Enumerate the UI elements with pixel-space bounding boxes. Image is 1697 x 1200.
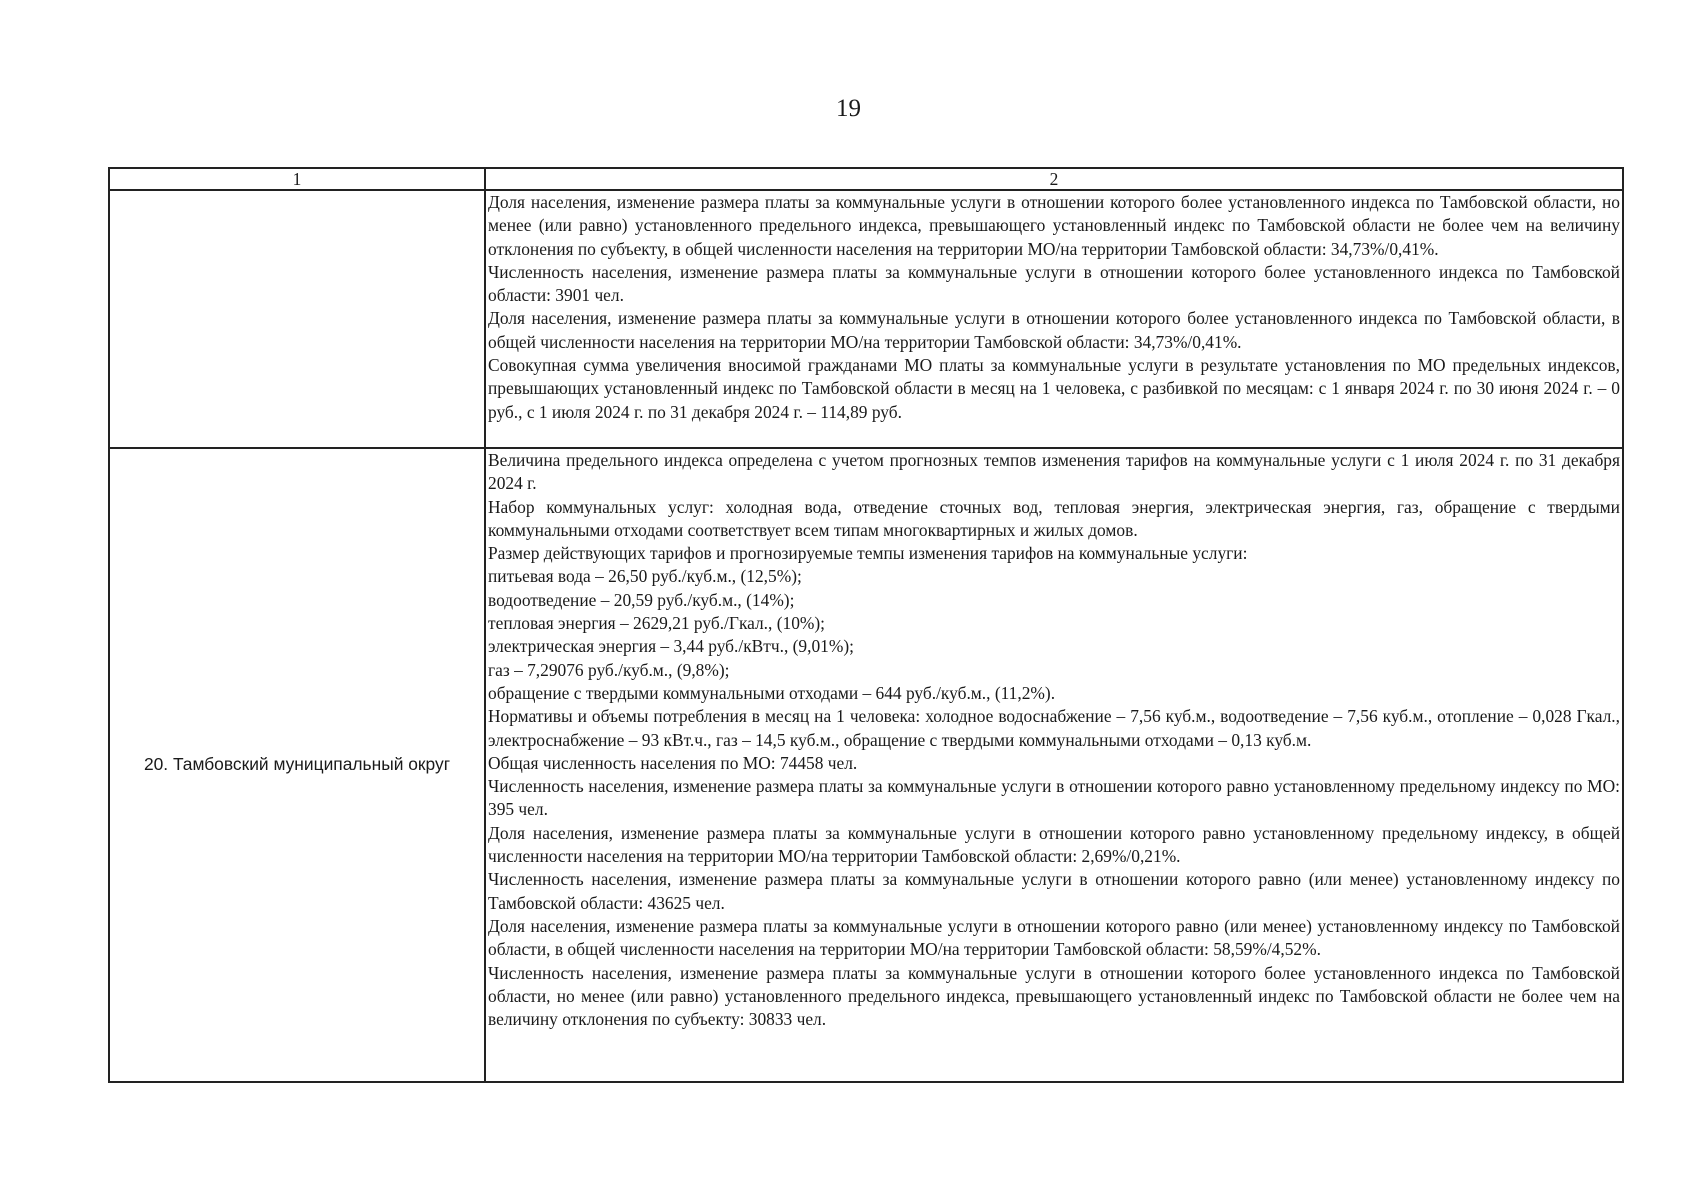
data-table	[108, 167, 1624, 1083]
column-header-1: 1	[109, 168, 485, 190]
column-header-2: 2	[485, 168, 1623, 190]
paragraph: Численность населения, изменение размера платы за коммунальные услуги в отношении которого равно (или менее) установленному индексу по Тамбовской области: 43625 чел.	[488, 869, 1620, 913]
tariff-item: газ – 7,29076 руб./куб.м., (9,8%);	[488, 659, 730, 680]
table-row	[109, 190, 1623, 448]
tariff-item: обращение с твердыми коммунальными отходами – 644 руб./куб.м., (11,2%).	[488, 682, 1056, 703]
paragraph: Совокупная сумма увеличения вносимой гражданами МО платы за коммунальные услуги в результате установления по МО предельных индексов, превышающих установленный индекс по Тамбовской области в месяц на 1 человека, с разбивкой по месяцам: с 1 января 2024 г. по 30 июня 2024 г. – 0 руб., с 1 июля 2024 г. по 31 декабря 2024 г. – 114,89 руб.	[488, 355, 1620, 422]
municipality-name	[109, 190, 485, 448]
table-row	[109, 448, 1623, 1082]
paragraph: Численность населения, изменение размера платы за коммунальные услуги в отношении которого более установленного индекса по Тамбовской области, но менее (или равно) установленного предельного индекса, превышающего установленный индекс по Тамбовской области не более чем на величину отклонения по субъекту: 30833 чел.	[488, 962, 1620, 1030]
page-number: 19	[836, 95, 861, 122]
paragraph: Доля населения, изменение размера платы за коммунальные услуги в отношении которого более установленного индекса по Тамбовской области, но менее (или равно) установленного предельного индекса, превышающего установленный индекс по Тамбовской области не более чем на величину отклонения по субъекту, в общей численности населения на территории МО/на территории Тамбовской области: 34,73%/0,41%.	[488, 192, 1620, 259]
municipality-name: 20. Тамбовский муниципальный округ	[109, 448, 485, 1082]
tariff-item: питьевая вода – 26,50 руб./куб.м., (12,5%);	[488, 566, 802, 587]
row-details	[485, 190, 1623, 448]
paragraph: Численность населения, изменение размера платы за коммунальные услуги в отношении которого более установленного индекса по Тамбовской области: 3901 чел.	[488, 261, 1620, 306]
paragraph: Нормативы и объемы потребления в месяц на 1 человека: холодное водоснабжение – 7,56 куб.м., водоотведение – 7,56 куб.м., отопление – 0,028 Гкал., электроснабжение – 93 кВт.ч., газ – 14,5 куб.м., обращение с твердыми коммунальными отходами – 0,13 куб.м.	[488, 706, 1620, 750]
paragraph: Размер действующих тарифов и прогнозируемые темпы изменения тарифов на коммунальные услуги:	[488, 543, 1248, 564]
paragraph: Общая численность населения по МО: 74458 чел.	[488, 752, 858, 773]
paragraph: Доля населения, изменение размера платы за коммунальные услуги в отношении которого равно (или менее) установленному индексу по Тамбовской области, в общей численности населения на территории МО/на территории Тамбовской области: 58,59%/4,52%.	[488, 915, 1620, 960]
paragraph: Численность населения, изменение размера платы за коммунальные услуги в отношении которого равно установленному предельному индексу по МО: 395 чел.	[488, 776, 1620, 820]
paragraph: Набор коммунальных услуг: холодная вода, отведение сточных вод, тепловая энергия, электрическая энергия, газ, обращение с твердыми коммунальными отходами соответствует всем типам многоквартирных и жилых домов.	[488, 496, 1620, 540]
paragraph: Доля населения, изменение размера платы за коммунальные услуги в отношении которого более установленного индекса по Тамбовской области, в общей численности населения на территории МО/на территории Тамбовской области: 34,73%/0,41%.	[488, 308, 1620, 352]
tariff-item: электрическая энергия – 3,44 руб./кВтч., (9,01%);	[488, 636, 854, 657]
row-details	[485, 448, 1623, 1082]
table-header-row	[109, 168, 1623, 190]
paragraph: Величина предельного индекса определена с учетом прогнозных темпов изменения тарифов на коммунальные услуги с 1 июля 2024 г. по 31 декабря 2024 г.	[488, 450, 1620, 494]
paragraph: Доля населения, изменение размера платы за коммунальные услуги в отношении которого равно установленному предельному индексу, в общей численности населения на территории МО/на территории Тамбовской области: 2,69%/0,21%.	[488, 822, 1620, 867]
tariff-item: водоотведение – 20,59 руб./куб.м., (14%);	[488, 589, 795, 610]
tariff-item: тепловая энергия – 2629,21 руб./Гкал., (10%);	[488, 613, 826, 634]
